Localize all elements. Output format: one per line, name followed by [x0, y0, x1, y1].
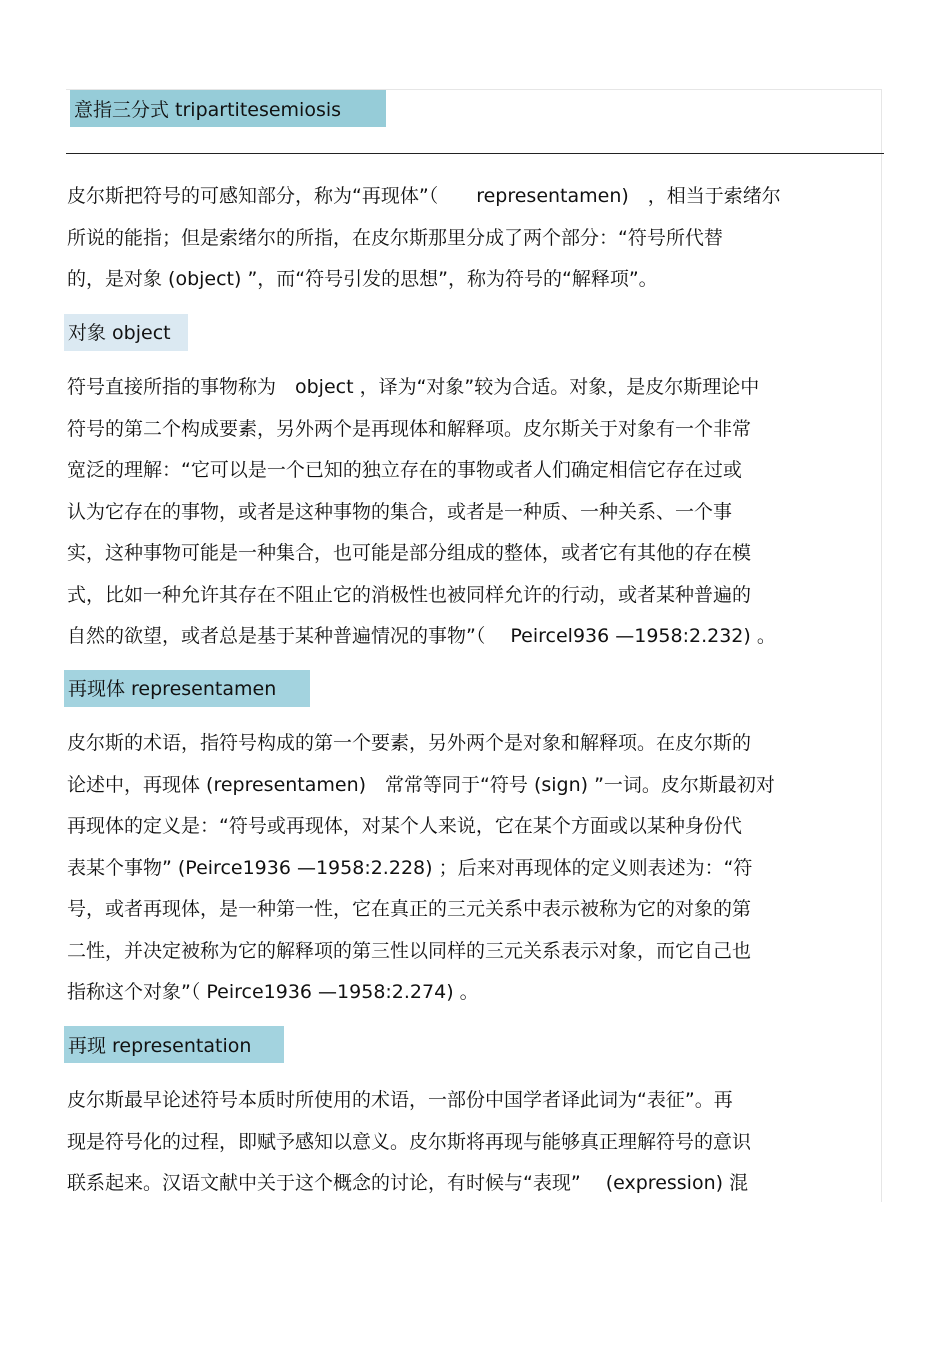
text-line: 皮尔斯最早论述符号本质时所使用的术语，一部份中国学者译此词为“表征”。再 [67, 1089, 733, 1111]
text-line: 实，这种事物可能是一种集合，也可能是部分组成的整体，或者它有其他的存在模 [67, 542, 752, 564]
text-line: 现是符号化的过程，即赋予感知以意义。皮尔斯将再现与能够真正理解符号的意识 [67, 1130, 752, 1153]
heading-object: 对象 object [64, 314, 188, 351]
text-line: 再现体的定义是：“符号或再现体，对某个人来说，它在某个方面或以某种身份代 [67, 815, 742, 837]
heading-representamen: 再现体 representamen [64, 670, 310, 707]
heading-tripartite-semiosis: 意指三分式 tripartitesemiosis [70, 90, 386, 127]
text-line: 的，是对象 (object) ”，而“符号引发的思想”，称为符号的“解释项”。 [67, 268, 658, 290]
text-line: 指称这个对象”（ Peirce1936 —1958:2.274) 。 [67, 981, 479, 1003]
text-line: 联系起来。汉语文献中关于这个概念的讨论，有时候与“表现” (expression) 混 [67, 1172, 749, 1194]
text-line: 皮尔斯的术语，指符号构成的第一个要素，另外两个是对象和解释项。在皮尔斯的 [67, 732, 752, 754]
paragraph-representation [67, 1080, 857, 1202]
text-line: 宽泛的理解：“它可以是一个已知的独立存在的事物或者人们确定相信它存在过或 [67, 459, 742, 481]
paragraph-representamen-intro [67, 176, 857, 301]
paragraph-representamen [67, 723, 857, 1014]
text-line: 皮尔斯把符号的可感知部分，称为“再现体”（ representamen) ，相当于索绪尔 [67, 185, 781, 207]
heading-divider [66, 153, 884, 154]
paragraph-object [67, 367, 857, 658]
text-line: 自然的欲望，或者总是基于某种普遍情况的事物”（ Peircel936 —1958:2.232) 。 [67, 625, 776, 647]
text-line: 二性，并决定被称为它的解释项的第三性以同样的三元关系表示对象，而它自己也 [67, 939, 752, 962]
text-line: 表某个事物” (Peirce1936 —1958:2.228) ；后来对再现体的定义则表述为：“符 [67, 856, 753, 879]
text-line: 论述中，再现体 (representamen) 常常等同于“符号 (sign) ”一词。皮尔斯最初对 [67, 773, 775, 796]
heading-representation: 再现 representation [64, 1026, 284, 1063]
text-line: 符号直接所指的事物称为 object ，译为“对象”较为合适。对象，是皮尔斯理论中 [67, 376, 760, 398]
text-line: 符号的第二个构成要素，另外两个是再现体和解释项。皮尔斯关于对象有一个非常 [67, 417, 752, 440]
text-line: 号，或者再现体，是一种第一性，它在真正的三元关系中表示被称为它的对象的第 [67, 898, 752, 920]
text-line: 所说的能指；但是索绪尔的所指，在皮尔斯那里分成了两个部分：“符号所代替 [67, 226, 723, 249]
text-line: 认为它存在的事物，或者是这种事物的集合，或者是一种质、一种关系、一个事 [67, 500, 733, 523]
text-line: 式，比如一种允许其存在不阻止它的消极性也被同样允许的行动，或者某种普遍的 [67, 583, 752, 606]
